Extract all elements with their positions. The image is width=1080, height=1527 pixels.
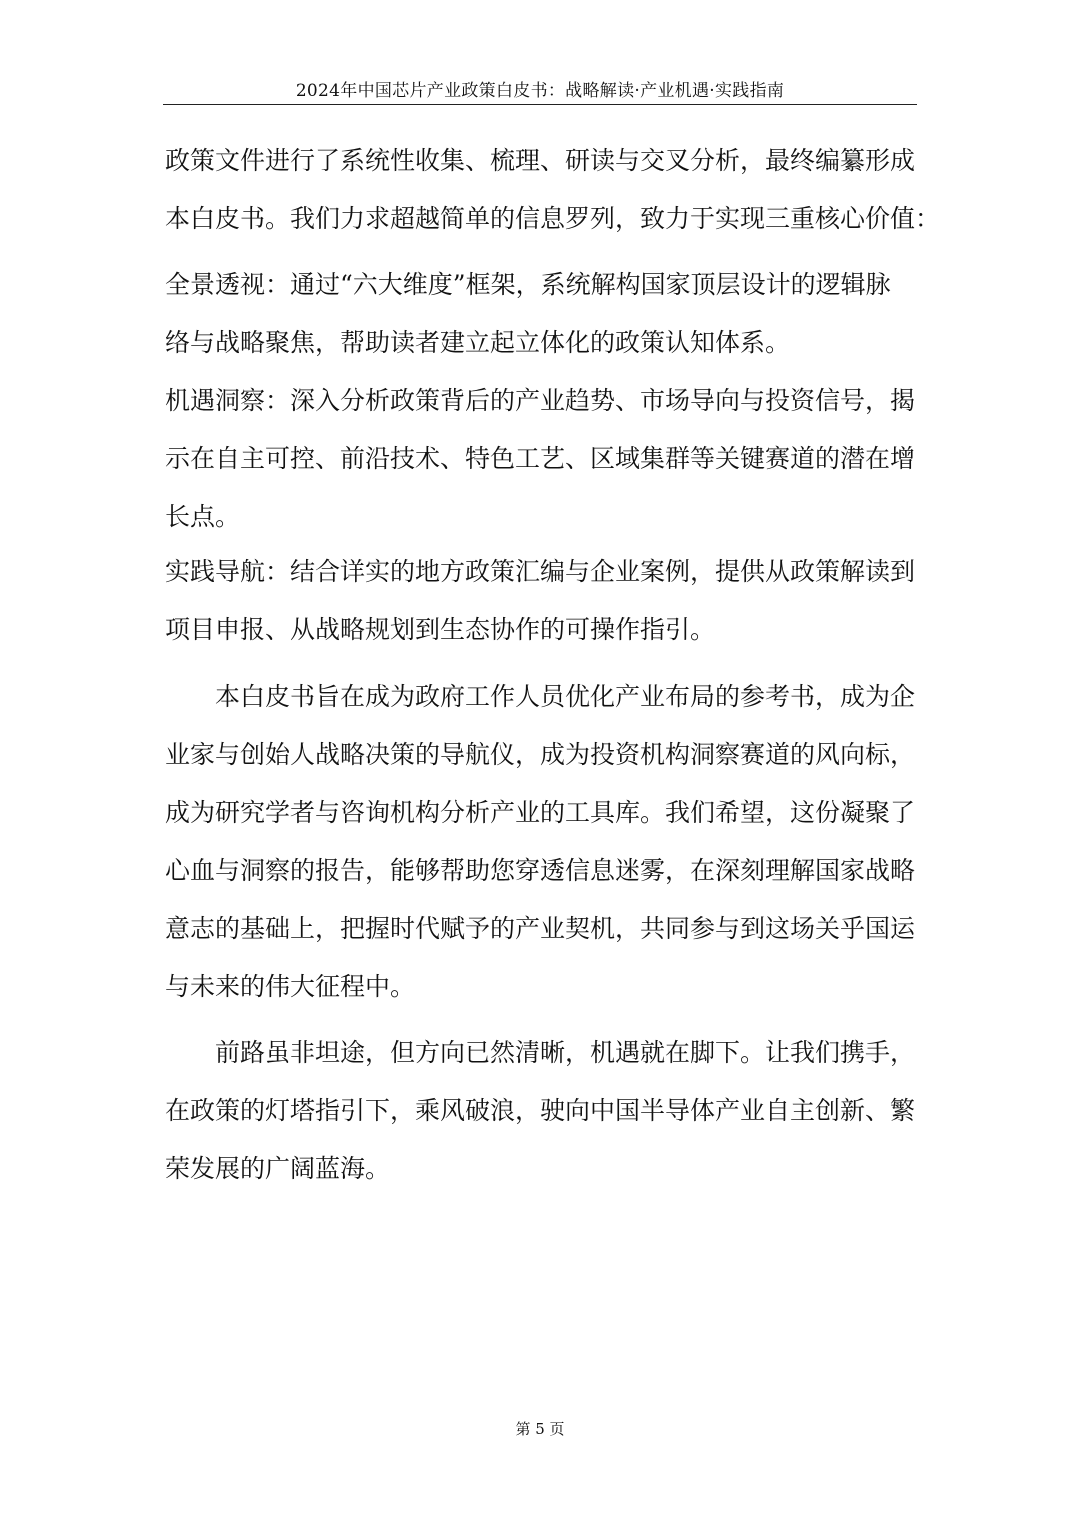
body-line: 与未来的伟大征程中。: [165, 972, 416, 1001]
page-header-title: 2024年中国芯片产业政策白皮书：战略解读·产业机遇·实践指南: [295, 81, 785, 101]
body-line: 心血与洞察的报告，能够帮助您穿透信息迷雾，在深刻理解国家战略: [165, 856, 916, 885]
page-number: 第 5 页: [515, 1420, 565, 1438]
body-line: 意志的基础上，把握时代赋予的产业契机，共同参与到这场关乎国运: [165, 914, 916, 943]
body-line: 机遇洞察：深入分析政策背后的产业趋势、市场导向与投资信号，揭: [165, 386, 916, 415]
body-line: 项目申报、从战略规划到生态协作的可操作指引。: [165, 615, 716, 644]
body-line: 业家与创始人战略决策的导航仪，成为投资机构洞察赛道的风向标，: [165, 740, 916, 769]
body-line: 络与战略聚焦，帮助读者建立起立体化的政策认知体系。: [165, 328, 791, 357]
body-line: 本白皮书旨在成为政府工作人员优化产业布局的参考书，成为企: [215, 682, 916, 711]
body-line: 本白皮书。我们力求超越简单的信息罗列，致力于实现三重核心价值：: [165, 204, 941, 233]
body-line: 政策文件进行了系统性收集、梳理、研读与交叉分析，最终编纂形成: [165, 146, 916, 175]
body-line: 长点。: [165, 502, 241, 531]
body-line: 示在自主可控、前沿技术、特色工艺、区域集群等关键赛道的潜在增: [165, 444, 916, 473]
body-line: 全景透视：通过“六大维度”框架，系统解构国家顶层设计的逻辑脉: [165, 270, 891, 299]
body-line: 荣发展的广阔蓝海。: [165, 1154, 391, 1183]
body-line: 实践导航：结合详实的地方政策汇编与企业案例，提供从政策解读到: [165, 557, 916, 586]
header-divider: [163, 104, 917, 105]
body-line: 成为研究学者与咨询机构分析产业的工具库。我们希望，这份凝聚了: [165, 798, 916, 827]
body-line: 在政策的灯塔指引下，乘风破浪，驶向中国半导体产业自主创新、繁: [165, 1096, 916, 1125]
body-line: 前路虽非坦途，但方向已然清晰，机遇就在脚下。让我们携手，: [215, 1038, 916, 1067]
